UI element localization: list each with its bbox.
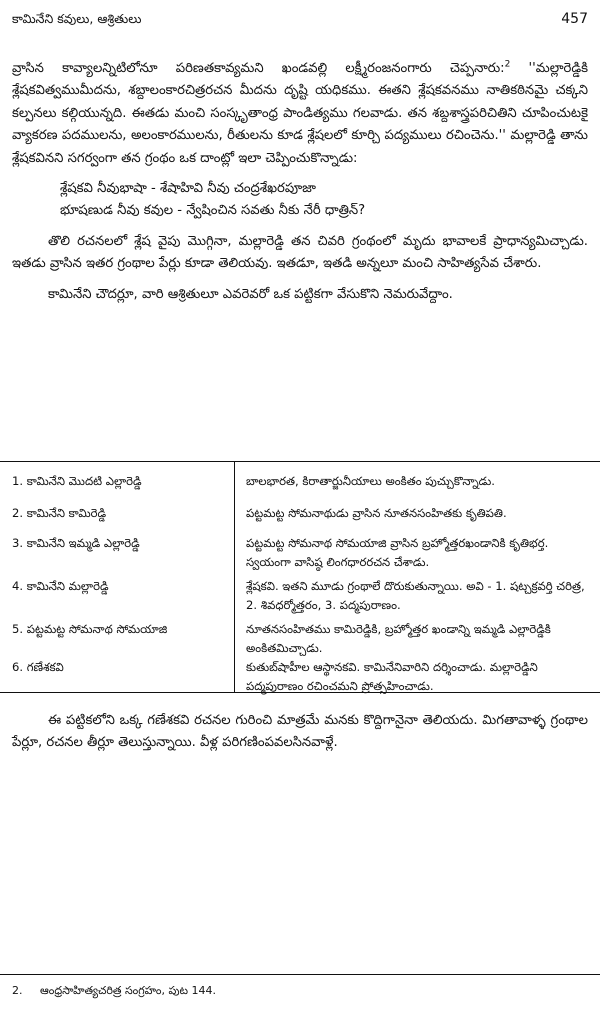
footnote	[12, 982, 588, 1000]
page-number: 457	[561, 11, 588, 27]
running-title: కామినేని కవులు, ఆశ్రితులు	[12, 11, 142, 26]
table-cell-name: 5. పట్టమట్ట సోమనాథ సోమయాజి	[12, 622, 168, 636]
paragraph-1-lead: వ్రాసిన కావ్యాలన్నిటిలోనూ పరిణతకావ్యమని ఖండవల్లి లక్ష్మీరంజనంగారు చెప్పనారు:	[12, 61, 505, 76]
page-header	[12, 8, 588, 30]
table-cell-description: బాలభారత, కిరాతార్జునీయాలు అంకితం పుచ్చుకొన్నాడు.	[246, 474, 495, 488]
verse-line-1: శ్లేషకవి నీవుభాషా - శేషాహివి నీవు చంద్రశేఖరపూజా	[60, 181, 316, 197]
table-cell-name: 3. కామినేని ఇమ్మడి ఎల్లారెడ్డి	[12, 536, 140, 550]
closing-text	[12, 710, 588, 755]
table-cell-description: కుతుబ్‌షాహీల ఆస్థానకవి. కామినేనివారిని దర్శించాడు. మల్లారెడ్డిని పద్మపురాణం రచించమని ప్రోత్సహించాడు.	[246, 660, 538, 693]
footnote-number: 2.	[12, 984, 23, 997]
table-cell-name: 6. గణేశకవి	[12, 660, 64, 674]
table-cell-description: శ్లేషకవి. ఇతని మూడు గ్రంథాలే దొరుకుతున్నాయి. అవి - 1. షట్చక్రవర్తి చరిత్ర, 2. శివధర్మోత్తరం, 3. పద్మపురాణం.	[246, 579, 585, 612]
table-cell-name: 1. కామినేని మొదటి ఎల్లారెడ్డి	[12, 474, 142, 488]
closing-paragraph: ఈ పట్టికలోని ఒక్క గణేశకవి రచనల గురించి మాత్రమే మనకు కొద్దిగానైనా తెలియదు. మిగతావాళ్ళ గ్రంథాల పేర్లూ, రచనల తీర్లూ తెలుస్తున్నాయి. వీళ్ల పరిగణింపవలసినవాళ్లే.	[12, 713, 588, 751]
verse-block	[12, 178, 588, 223]
table-cell-description: పట్టమట్ట సోమనాథుడు వ్రాసిన నూతనసంహితకు కృతిపతి.	[246, 506, 507, 520]
footnote-text: ఆంధ్రసాహిత్యచరిత్ర సంగ్రహం, పుట 144.	[40, 984, 216, 997]
footnote-rule	[0, 974, 600, 975]
paragraph-3: కామినేని చౌదర్లూ, వారి ఆశ్రితులూ ఎవరెవరో ఒక పట్టికగా వేసుకొని నెమరువేద్దాం.	[48, 286, 453, 302]
table-cell-description: నూతనసంహితము కామిరెడ్డికి, బ్రహ్మోత్తర ఖండాన్ని ఇమ్మడి ఎల్లారెడ్డికి అంకితమిచ్చాడు.	[246, 622, 551, 655]
poets-table	[0, 461, 600, 693]
table-cell-name: 4. కామినేని మల్లారెడ్డి	[12, 579, 109, 593]
table-column-divider	[234, 462, 235, 692]
verse-line-2: భూషణుడ నీవు కవుల - న్వేషించిన సవతు నీకు నేరీ ధాత్రిన్?	[60, 203, 366, 219]
table-cell-description: పట్టమట్ట సోమనాథ సోమయాజి వ్రాసిన బ్రహ్మోత్తరఖండానికి కృతిభర్త. స్వయంగా వాసిష్ఠ లింగధారరచన చేశాడు.	[246, 536, 549, 569]
table-cell-name: 2. కామినేని కామిరెడ్డి	[12, 506, 107, 520]
paragraph-1-rest: ''మల్లారెడ్డికి శ్లేషకవిత్వముమీదను, శబ్దాలంకారచిత్రరచన మీదను దృష్టి యధికము. ఈతని శ్లేషకవనము నాతికఠినమై చక్కని కల్పనలు కల్గియున్నది. ఈతడు మంచి సంస్కృతాంధ్ర పాండిత్యము గలవాడు. తన శబ్దశాస్త్రపరిచితిని చూపించుటకై వ్యాకరణ పదములను, అలంకారములను, రీతులను కూడ శ్లేషలలో కూర్చి పద్యములు రచించెను.'' మల్లారెడ్డి తాను శ్లేషకవినని సగర్వంగా తన గ్రంథం ఒక దాంట్లో ఇలా చెప్పించుకొన్నాడు:	[12, 61, 588, 166]
paragraph-1	[12, 58, 588, 170]
main-text	[12, 58, 588, 306]
footnote-ref: 2	[504, 59, 511, 70]
paragraph-2: తొలి రచనలలో శ్లేష వైపు మొగ్గినా, మల్లారెడ్డి తన చివరి గ్రంథంలో మృదు భావాలకే ప్రాధాన్యమిచ్చాడు. ఇతడు వ్రాసిన ఇతర గ్రంథాల పేర్లు కూడా తెలియవు. ఇతడూ, ఇతడి అన్నలూ మంచి సాహిత్యసేవ చేశారు.	[12, 233, 588, 272]
